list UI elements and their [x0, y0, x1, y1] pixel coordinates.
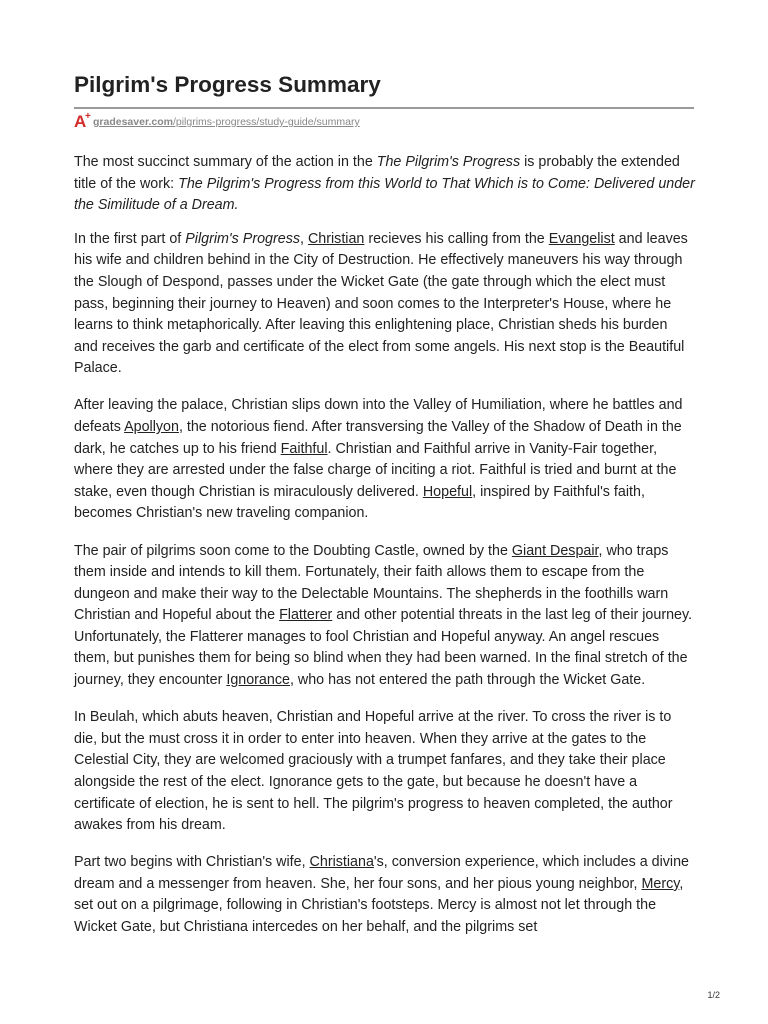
link-giant-despair[interactable]: Giant Despair [511, 542, 599, 559]
paragraph-4: The pair of pilgrims soon come to the Doubting Castle, owned by the Giant Despair, who traps them inside and intends to kill them. Fortunately, their faith allows them to escape from the dungeon and make their way to the Delectable Mountains. The shepherds in the foothills warn Christian and Hopeful about the Flatterer and other potential threats in the last leg of their journey. Unfortunately, the Flatterer manages to fool Christian and Hopeful anyway. An angel rescues them, but punishes them for being so blind when they had been warned. In the final stretch of the journey, they encounter Ignorance, who has not entered the path through the Wicket Gate. [74, 542, 693, 689]
gradesaver-logo-icon: A + [74, 111, 91, 131]
source-line [74, 112, 360, 132]
summary-body [74, 152, 695, 954]
link-flatterer[interactable]: Flatterer [279, 607, 333, 624]
link-mercy[interactable]: Mercy [641, 875, 680, 892]
page-number: 1/2 [707, 990, 720, 1000]
source-host[interactable]: gradesaver.com [93, 116, 173, 128]
page-title: Pilgrim's Progress Summary [74, 72, 381, 97]
italic-title: Pilgrim's Progress [185, 230, 300, 247]
source-url-link[interactable] [93, 116, 360, 128]
italic-full-title: The Pilgrim's Progress from this World to That Which is to Come: Delivered under the Similitude of a Dream. [74, 175, 695, 214]
paragraph-2: In the first part of Pilgrim's Progress, Christian recieves his calling from the Evangelist and leaves his wife and children behind in the City of Destruction. He effectively maneuvers his way through the Slough of Despond, passes under the Wicket Gate (the gate through which the elect must pass, beginning their journey to Heaven) and soon comes to the Interpreter's House, where he learns to think metaphorically. After leaving this enlightening place, Christian sheds his burden and receives the garb and certificate of the elect from some angels. His next stop is the Beautiful Palace. [74, 230, 688, 377]
title-divider [74, 107, 694, 109]
link-evangelist[interactable]: Evangelist [548, 230, 615, 247]
link-christian[interactable]: Christian [307, 230, 365, 247]
italic-title: The Pilgrim's Progress [376, 154, 521, 170]
link-ignorance[interactable]: Ignorance [226, 672, 290, 689]
link-faithful[interactable]: Faithful [280, 440, 328, 457]
paragraph-1: The most succinct summary of the action in the The Pilgrim's Progress is probably the extended title of the work: The Pilgrim's Progress from this World to That Which is to Come: Delivered under the Similitude of a Dream. [74, 154, 695, 214]
link-christiana[interactable]: Christiana [309, 854, 374, 871]
link-hopeful[interactable]: Hopeful [422, 483, 473, 500]
paragraph-6: Part two begins with Christian's wife, Christiana's, conversion experience, which includes a divine dream and a messenger from heaven. She, her four sons, and her pious young neighbor, Mercy, set out on a pilgrimage, following in Christian's footsteps. Mercy is almost not let through the Wicket Gate, but Christiana intercedes on her behalf, and the pilgrims set [74, 854, 689, 935]
source-path[interactable]: /pilgrims-progress/study-guide/summary [172, 116, 360, 128]
link-apollyon[interactable]: Apollyon [124, 419, 179, 436]
paragraph-3: After leaving the palace, Christian slips down into the Valley of Humiliation, where he battles and defeats Apollyon, the notorious fiend. After transversing the Valley of the Shadow of Death in the dark, he catches up to his friend Faithful. Christian and Faithful arrive in Vanity-Fair together, where they are arrested under the false charge of inciting a riot. Faithful is tried and burnt at the stake, even though Christian is miraculously delivered. Hopeful, inspired by Faithful's faith, becomes Christian's new traveling companion. [74, 397, 683, 522]
paragraph-5: In Beulah, which abuts heaven, Christian and Hopeful arrive at the river. To cross the river is to die, but the must cross it in order to enter into heaven. When they arrive at the gates to the Celestial City, they are welcomed graciously with a trumpet fanfares, and they take their place alongside the rest of the elect. Ignorance gets to the gate, but because he doesn't have a certificate of election, he is sent to hell. The pilgrim's progress to heaven completed, the author awakes from his dream. [74, 709, 673, 834]
